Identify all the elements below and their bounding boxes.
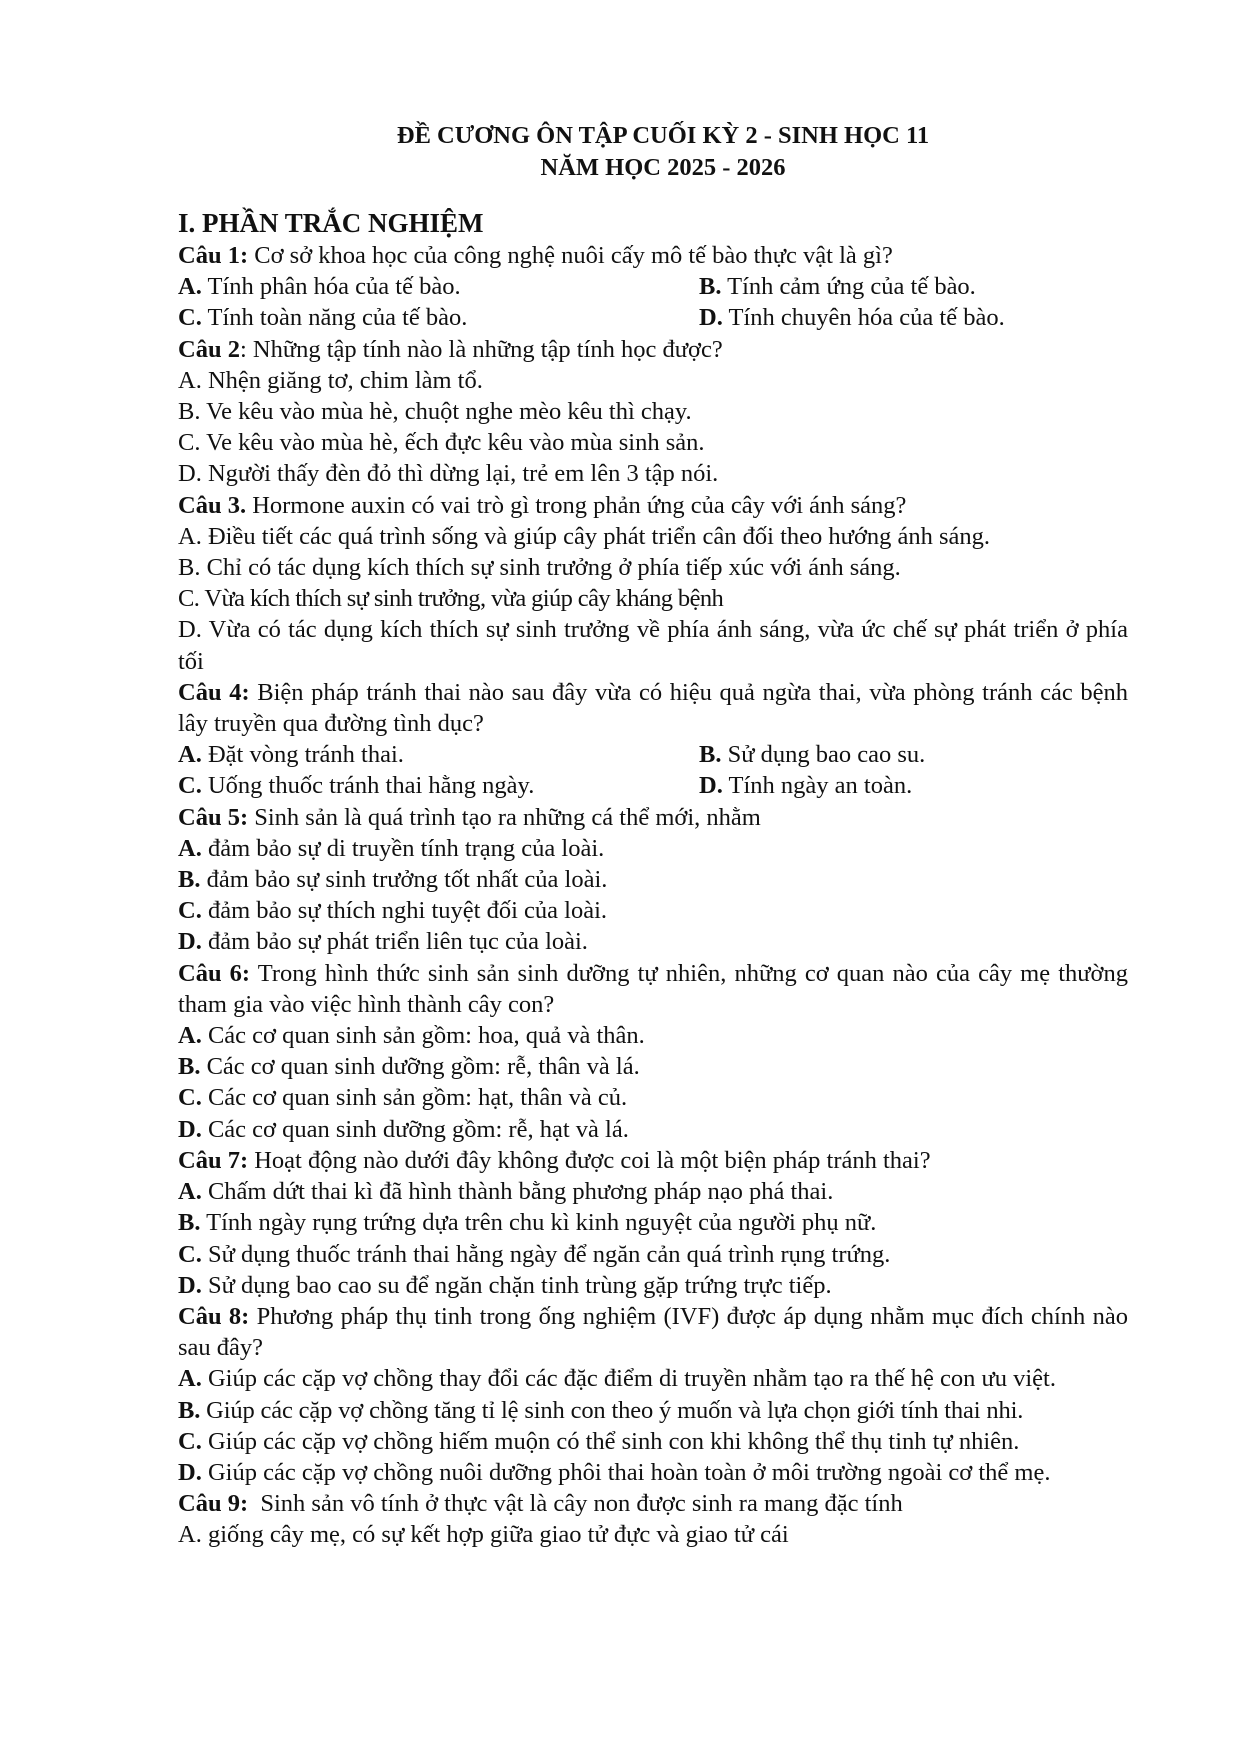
answer-b xyxy=(699,271,1128,302)
answer-text: Tính ngày rụng trứng dựa trên chu kì kinh nguyệt của người phụ nữ. xyxy=(200,1209,877,1237)
section-heading: I. PHẦN TRẮC NGHIỆM xyxy=(178,208,484,238)
answer-text: đảm bảo sự sinh trưởng tốt nhất của loài. xyxy=(200,866,608,894)
answer-text: Các cơ quan sinh dưỡng gồm: rễ, hạt và lá. xyxy=(201,1115,629,1143)
answer-label: A. xyxy=(178,834,202,862)
document-page xyxy=(178,120,1128,1551)
title-line-2: NĂM HỌC 2025 - 2026 xyxy=(540,154,786,181)
answer-b xyxy=(178,1051,1128,1082)
question-label: Câu 8: xyxy=(178,1302,250,1330)
answer-label: B. xyxy=(699,741,722,769)
answer-c: C. Ve kêu vào mùa hè, ếch đực kêu vào mùa sinh sản. xyxy=(178,429,705,457)
answer-text: Tính phân hóa của tế bào. xyxy=(201,273,461,301)
question-label: Câu 6: xyxy=(178,959,251,987)
answer-label: C. xyxy=(178,772,202,800)
answer-a xyxy=(178,1020,1128,1051)
answer-label: A. xyxy=(178,273,202,301)
answer-d xyxy=(699,770,1128,801)
question-7 xyxy=(178,1145,1128,1176)
answer-a xyxy=(178,1176,1128,1207)
question-6 xyxy=(178,958,1128,1020)
answer-a xyxy=(178,1363,1128,1394)
answer-label: D. xyxy=(699,304,723,332)
answer-a xyxy=(178,833,1128,864)
answer-b xyxy=(178,864,1128,895)
answer-label: B. xyxy=(178,866,201,894)
answer-text: Sử dụng thuốc tránh thai hằng ngày để ngăn cản quá trình rụng trứng. xyxy=(201,1240,891,1268)
answer-b xyxy=(178,1395,1128,1426)
answer-label: C. xyxy=(178,897,202,925)
answer-label: D. xyxy=(699,772,723,800)
question-5 xyxy=(178,802,1128,833)
answer-text: Giúp các cặp vợ chồng thay đổi các đặc điểm di truyền nhằm tạo ra thế hệ con ưu việt. xyxy=(201,1365,1056,1393)
answer-c xyxy=(178,1426,1128,1457)
answer-a: A. Điều tiết các quá trình sống và giúp cây phát triển cân đối theo hướng ánh sáng. xyxy=(178,522,991,550)
answer-a: A. Nhện giăng tơ, chim làm tổ. xyxy=(178,366,483,394)
answer-label: D. xyxy=(178,928,202,956)
answer-label: D. xyxy=(178,1115,202,1143)
question-8 xyxy=(178,1301,1128,1363)
answer-row xyxy=(178,302,1128,333)
question-label: Câu 1: xyxy=(178,242,249,269)
question-text: Sinh sản là quá trình tạo ra những cá thể mới, nhằm xyxy=(248,803,761,831)
answer-label: B. xyxy=(699,273,722,301)
answer-d xyxy=(178,1114,1128,1145)
answer-label: C. xyxy=(178,1427,202,1455)
answer-label: A. xyxy=(178,741,202,769)
answer-label: B. xyxy=(178,1209,201,1237)
answer-label: D. xyxy=(178,1458,202,1486)
answer-d xyxy=(178,1457,1128,1488)
answer-d: D. Vừa có tác dụng kích thích sự sinh trưởng về phía ánh sáng, vừa ức chế sự phát triển ở phía tối xyxy=(178,616,1128,675)
answer-row xyxy=(178,271,1128,302)
answer-b xyxy=(699,739,1128,770)
question-1 xyxy=(178,240,1128,271)
title-line-1: ĐỀ CƯƠNG ÔN TẬP CUỐI KỲ 2 - SINH HỌC 11 xyxy=(396,122,930,149)
answer-text: Các cơ quan sinh sản gồm: hạt, thân và củ. xyxy=(201,1084,628,1112)
answer-d xyxy=(699,302,1128,333)
question-2 xyxy=(178,334,1128,365)
answer-d: D. Người thấy đèn đỏ thì dừng lại, trẻ em lên 3 tập nói. xyxy=(178,460,719,488)
answer-b: B. Ve kêu vào mùa hè, chuột nghe mèo kêu thì chạy. xyxy=(178,398,692,426)
question-text: Hoạt động nào dưới đây không được coi là một biện pháp tránh thai? xyxy=(248,1146,931,1174)
answer-d xyxy=(178,926,1128,957)
answer-text: Các cơ quan sinh sản gồm: hoa, quả và thân. xyxy=(201,1022,645,1050)
answer-text: Tính toàn năng của tế bào. xyxy=(201,304,468,332)
answer-text: Các cơ quan sinh dưỡng gồm: rễ, thân và lá. xyxy=(200,1053,640,1081)
answer-label: A. xyxy=(178,1365,202,1393)
answer-c xyxy=(178,770,699,801)
answer-text: Sử dụng bao cao su để ngăn chặn tinh trùng gặp trứng trực tiếp. xyxy=(201,1271,832,1299)
document-title xyxy=(178,120,1128,184)
answer-text: Tính chuyên hóa của tế bào. xyxy=(722,304,1005,332)
answer-text: đảm bảo sự phát triển liên tục của loài. xyxy=(201,928,588,956)
question-text: Hormone auxin có vai trò gì trong phản ứng của cây với ánh sáng? xyxy=(246,491,907,519)
question-text: Cơ sở khoa học của công nghệ nuôi cấy mô tế bào thực vật là gì? xyxy=(248,242,893,269)
question-label: Câu 5: xyxy=(178,803,249,831)
answer-text: Đặt vòng tránh thai. xyxy=(201,741,404,769)
answer-text: Giúp các cặp vợ chồng tăng tỉ lệ sinh con theo ý muốn và lựa chọn giới tính thai nhi. xyxy=(200,1396,1024,1424)
answer-text: Chấm dứt thai kì đã hình thành bằng phương pháp nạo phá thai. xyxy=(201,1178,834,1206)
answer-c xyxy=(178,895,1128,926)
question-label: Câu 3. xyxy=(178,491,247,519)
question-label: Câu 4: xyxy=(178,678,250,706)
answer-text: đảm bảo sự di truyền tính trạng của loài. xyxy=(201,834,605,862)
answer-label: A. xyxy=(178,1178,202,1206)
answer-row xyxy=(178,739,1128,770)
question-text: Biện pháp tránh thai nào sau đây vừa có hiệu quả ngừa thai, vừa phòng tránh các bệnh lây truyền qua đường tình dục? xyxy=(178,678,1128,738)
answer-c xyxy=(178,302,699,333)
answer-b: B. Chỉ có tác dụng kích thích sự sinh trưởng ở phía tiếp xúc với ánh sáng. xyxy=(178,554,901,582)
answer-label: D. xyxy=(178,1271,202,1299)
question-3 xyxy=(178,490,1128,521)
answer-label: C. xyxy=(178,304,202,332)
question-text: : Những tập tính nào là những tập tính học được? xyxy=(239,335,723,363)
answer-label: C. xyxy=(178,1084,202,1112)
answer-row xyxy=(178,770,1128,801)
answer-text: Uống thuốc tránh thai hằng ngày. xyxy=(201,772,535,800)
answer-text: Sử dụng bao cao su. xyxy=(721,741,926,769)
question-text: Trong hình thức sinh sản sinh dưỡng tự nhiên, những cơ quan nào của cây mẹ thường tham gia vào việc hình thành cây con? xyxy=(178,959,1128,1018)
answer-text: đảm bảo sự thích nghi tuyệt đối của loài. xyxy=(201,897,608,925)
answer-text: Giúp các cặp vợ chồng nuôi dưỡng phôi thai hoàn toàn ở môi trường ngoài cơ thể mẹ. xyxy=(201,1458,1051,1486)
answer-a xyxy=(178,739,699,770)
question-text: Phương pháp thụ tinh trong ống nghiệm (IVF) được áp dụng nhằm mục đích chính nào sau đây? xyxy=(178,1302,1128,1362)
answer-c xyxy=(178,1082,1128,1113)
question-label: Câu 7: xyxy=(178,1146,249,1174)
answer-text: Tính cảm ứng của tế bào. xyxy=(721,273,976,301)
answer-label: C. xyxy=(178,1240,202,1268)
answer-d xyxy=(178,1270,1128,1301)
answer-b xyxy=(178,1207,1128,1238)
question-4 xyxy=(178,677,1128,739)
answer-text: Tính ngày an toàn. xyxy=(722,772,913,800)
answer-label: B. xyxy=(178,1396,201,1424)
answer-text: Giúp các cặp vợ chồng hiếm muộn có thể sinh con khi không thể thụ tinh tự nhiên. xyxy=(201,1427,1020,1455)
question-9 xyxy=(178,1488,1128,1519)
question-text: Sinh sản vô tính ở thực vật là cây non được sinh ra mang đặc tính xyxy=(248,1490,903,1518)
answer-a xyxy=(178,271,699,302)
answer-c: C. Vừa kích thích sự sinh trưởng, vừa giúp cây kháng bệnh xyxy=(178,585,724,613)
question-label: Câu 2 xyxy=(178,335,240,363)
answer-a: A. giống cây mẹ, có sự kết hợp giữa giao tử đực và giao tử cái xyxy=(178,1521,789,1549)
answer-label: B. xyxy=(178,1053,201,1081)
answer-label: A. xyxy=(178,1022,202,1050)
answer-c xyxy=(178,1239,1128,1270)
question-label: Câu 9: xyxy=(178,1490,249,1518)
